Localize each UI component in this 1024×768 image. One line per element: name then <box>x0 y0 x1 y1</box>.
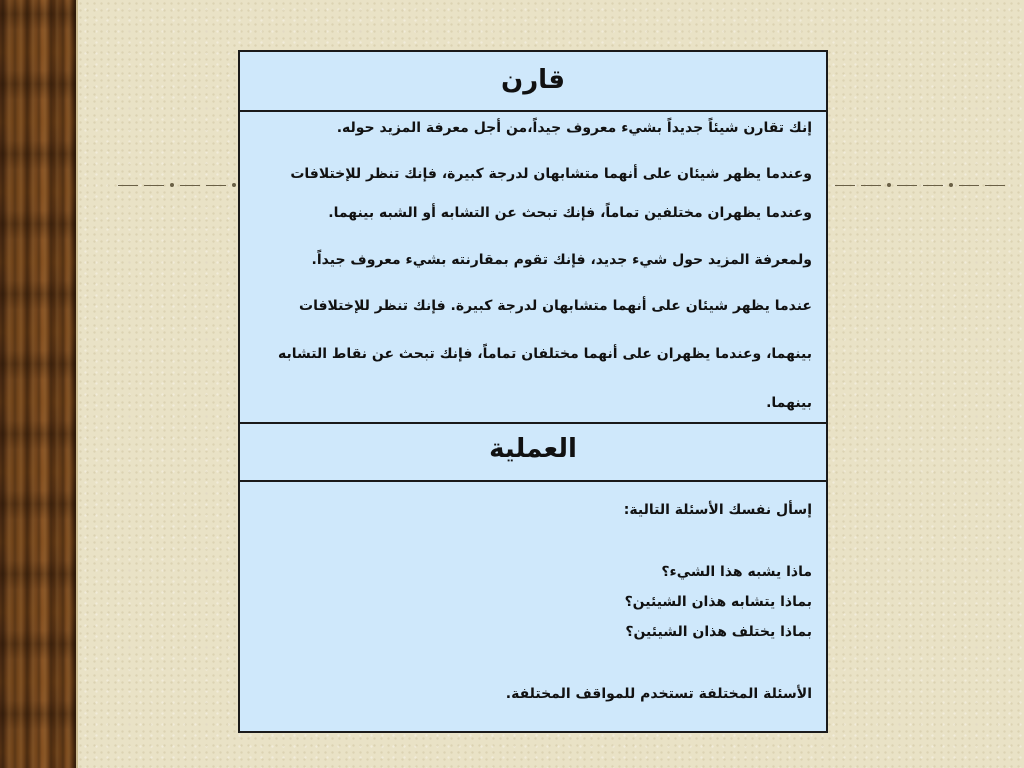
process-question: بماذا يختلف هذان الشيئين؟ <box>625 624 812 640</box>
process-question: ماذا يشبه هذا الشيء؟ <box>661 564 812 580</box>
compare-line: إنك تقارن شيئاً جديداً بشيء معروف جيداً،من أجل معرفة المزيد حوله. <box>336 120 812 136</box>
compare-description <box>240 112 826 420</box>
compare-line: وعندما يظهر شيئان على أنهما متشابهان لدرجة كبيرة، فإنك تنظر للإختلافات <box>290 166 812 182</box>
wood-border-decoration <box>0 0 76 768</box>
compare-line: وعندما يظهران مختلفين تماماً، فإنك تبحث عن التشابه أو الشبه بينهما. <box>328 205 812 221</box>
process-description <box>240 482 826 731</box>
process-question: بماذا يتشابه هذان الشيئين؟ <box>624 594 812 610</box>
decorative-dash-line-right <box>835 182 1005 188</box>
process-closing: الأسئلة المختلفة تستخدم للمواقف المختلفة. <box>505 686 812 702</box>
process-intro: إسأل نفسك الأسئلة التالية: <box>623 502 812 518</box>
content-table <box>238 50 828 733</box>
compare-line: ولمعرفة المزيد حول شيء جديد، فإنك تقوم بمقارنته بشيء معروف جيداً. <box>311 252 812 268</box>
compare-line: بينهما. <box>766 395 812 411</box>
compare-line: بينهما، وعندما يظهران على أنهما مختلفان تماماً، فإنك تبحث عن نقاط التشابه <box>278 346 812 362</box>
process-heading: العملية <box>240 422 826 482</box>
compare-line: عندما يظهر شيئان على أنهما متشابهان لدرجة كبيرة. فإنك تنظر للإختلافات <box>299 298 812 314</box>
compare-heading: قارن <box>240 52 826 112</box>
wood-border-edge <box>76 0 78 768</box>
